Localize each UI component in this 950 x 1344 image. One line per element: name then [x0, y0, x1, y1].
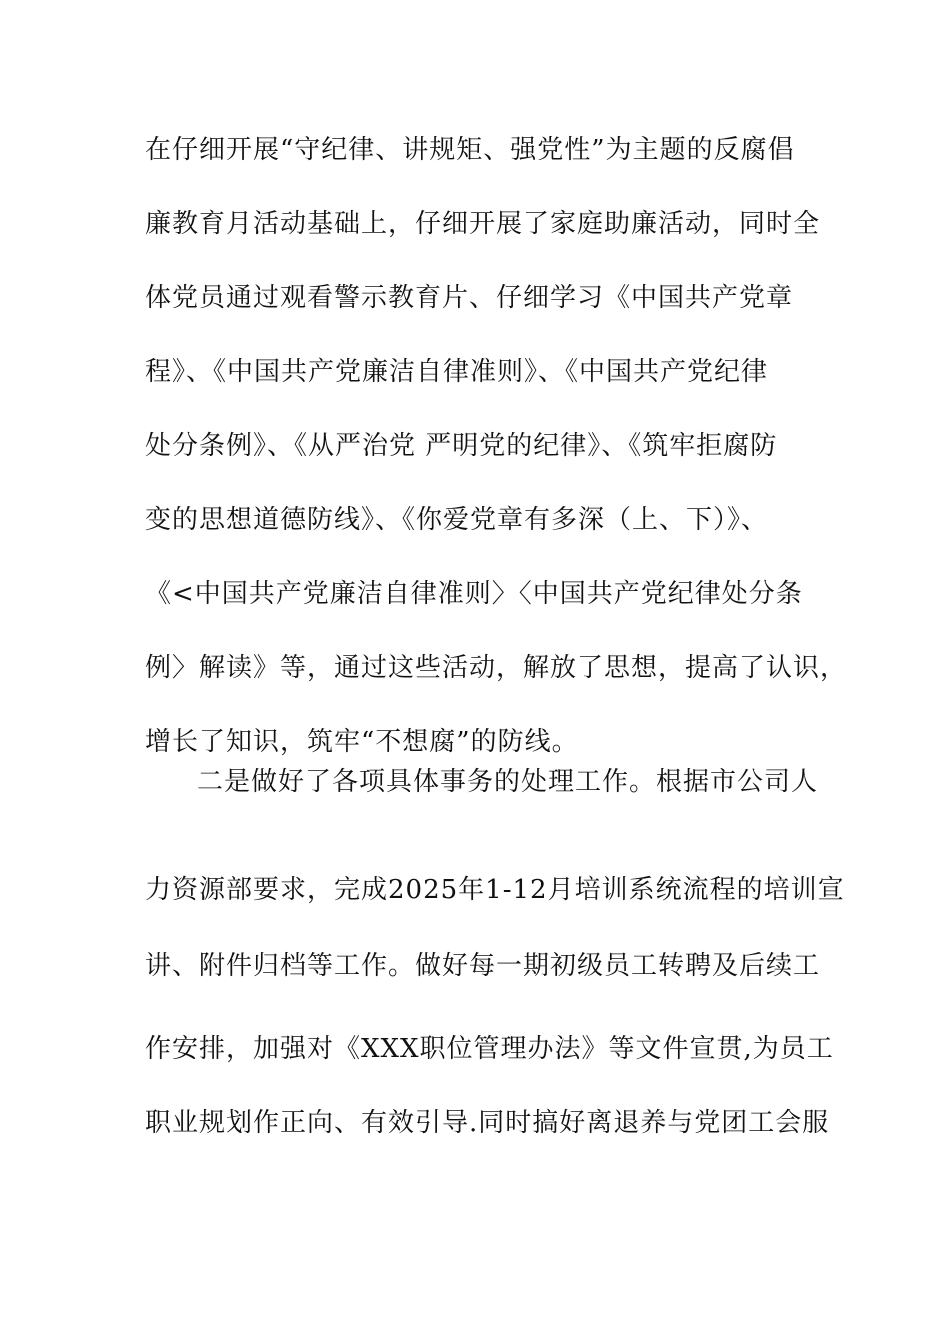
paragraph-1-line-7: 《<中国共产党廉洁自律准则〉〈中国共产党纪律处分条	[145, 579, 803, 609]
paragraph-1-line-5: 处分条例》、《从严治党 严明党的纪律》、《筑牢拒腐防	[145, 431, 778, 461]
paragraph-1-line-3: 体党员通过观看警示教育片、仔细学习《中国共产党章	[145, 283, 794, 313]
paragraph-1-line-9: 增长了知识，筑牢“不想腐”的防线。	[145, 727, 579, 757]
paragraph-2-line-3: 讲、附件归档等工作。做好每一期初级员工转聘及后续工	[145, 951, 821, 981]
paragraph-1-line-1: 在仔细开展“守纪律、讲规矩、强党性”为主题的反腐倡	[145, 135, 795, 165]
paragraph-1-line-4: 程》、《中国共产党廉洁自律准则》、《中国共产党纪律	[145, 357, 769, 387]
paragraph-2-line-4: 作安排，加强对《XXX职位管理办法》等文件宣贯,为员工	[145, 1034, 834, 1064]
paragraph-1-line-6: 变的思想道德防线》、《你爱党章有多深（上、下）》、	[145, 505, 769, 535]
paragraph-2-line-5: 职业规划作正向、有效引导.同时搞好离退养与党团工会服	[145, 1108, 830, 1138]
paragraph-1-line-8: 例〉解读》等，通过这些活动，解放了思想，提高了认识，	[145, 653, 848, 683]
paragraph-2-line-2: 力资源部要求，完成2025年1-12月培训系统流程的培训宣	[145, 875, 845, 905]
paragraph-1-line-2: 廉教育月活动基础上，仔细开展了家庭助廉活动，同时全	[145, 209, 821, 239]
paragraph-2-line-1: 二是做好了各项具体事务的处理工作。根据市公司人	[197, 767, 819, 797]
